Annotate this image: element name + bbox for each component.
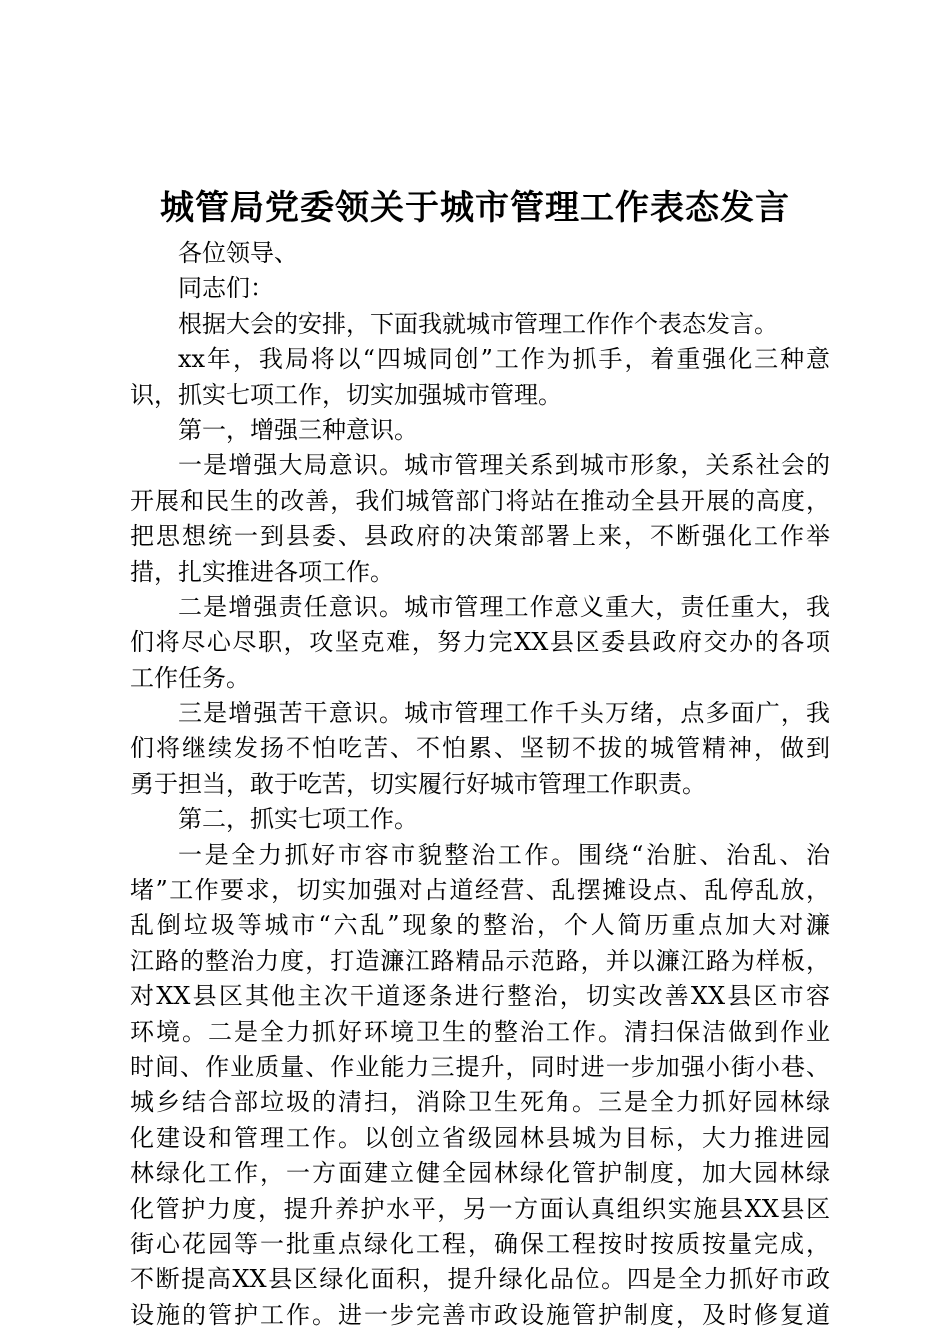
document-body — [130, 236, 830, 1333]
text-line: 二是增强责任意识。城市管理工作意义重大，责任重大，我 — [178, 592, 830, 621]
text-line: 环境。二是全力抓好环境卫生的整治工作。清扫保洁做到作业 — [130, 1017, 830, 1046]
text-line: 工作任务。 — [130, 663, 250, 692]
text-line: 化建设和管理工作。以创立省级园林县城为目标，大力推进园 — [130, 1123, 830, 1152]
text-line: 江路的整治力度，打造濂江路精品示范路，并以濂江路为样板， — [130, 946, 830, 975]
text-line: 勇于担当，敢于吃苦，切实履行好城市管理工作职责。 — [130, 769, 706, 798]
text-line: 们将继续发扬不怕吃苦、不怕累、坚韧不拔的城管精神，做到 — [130, 734, 830, 763]
text-line: 一是全力抓好市容市貌整治工作。围绕“治脏、治乱、治 — [178, 840, 830, 869]
text-line: 各位领导、 — [178, 239, 298, 267]
text-line: 乱倒垃圾等城市“六乱”现象的整治，个人简历重点加大对濂 — [130, 911, 830, 940]
text-line: 林绿化工作，一方面建立健全园林绿化管护制度，加大园林绿 — [130, 1159, 830, 1188]
text-line: 堵”工作要求，切实加强对占道经营、乱摆摊设点、乱停乱放， — [130, 876, 830, 905]
text-line: 不断提高XX县区绿化面积，提升绿化品位。四是全力抓好市政 — [130, 1265, 830, 1294]
text-line: 把思想统一到县委、县政府的决策部署上来，不断强化工作举 — [130, 522, 830, 551]
text-line: 同志们： — [178, 274, 274, 303]
text-line: 第二，抓实七项工作。 — [178, 805, 418, 834]
text-line: 城乡结合部垃圾的清扫，消除卫生死角。三是全力抓好园林绿 — [130, 1088, 830, 1117]
text-line: 化管护力度，提升养护水平，另一方面认真组织实施县XX县区 — [130, 1194, 830, 1223]
text-line: 一是增强大局意识。城市管理关系到城市形象，关系社会的 — [178, 451, 830, 480]
text-line: 措，扎实推进各项工作。 — [130, 557, 394, 586]
text-line: 开展和民生的改善，我们城管部门将站在推动全县开展的高度， — [130, 486, 830, 515]
document-title: 城管局党委领关于城市管理工作表态发言 — [160, 188, 790, 228]
text-line: 们将尽心尽职，攻坚克难，努力完XX县区委县政府交办的各项 — [130, 628, 830, 657]
text-line: 对XX县区其他主次干道逐条进行整治，切实改善XX县区市容 — [130, 982, 830, 1011]
text-line: 街心花园等一批重点绿化工程，确保工程按时按质按量完成， — [130, 1229, 830, 1258]
text-line: 根据大会的安排，下面我就城市管理工作作个表态发言。 — [178, 309, 778, 338]
text-line: 设施的管护工作。进一步完善市政设施管护制度，及时修复道 — [130, 1300, 830, 1329]
text-line: 时间、作业质量、作业能力三提升，同时进一步加强小街小巷、 — [130, 1052, 830, 1081]
text-line: xx年，我局将以“四城同创”工作为抓手，着重强化三种意 — [178, 345, 830, 374]
text-line: 第一，增强三种意识。 — [178, 415, 418, 444]
text-line: 三是增强苦干意识。城市管理工作千头万绪，点多面广，我 — [178, 699, 830, 728]
text-line: 识，抓实七项工作，切实加强城市管理。 — [130, 380, 562, 409]
